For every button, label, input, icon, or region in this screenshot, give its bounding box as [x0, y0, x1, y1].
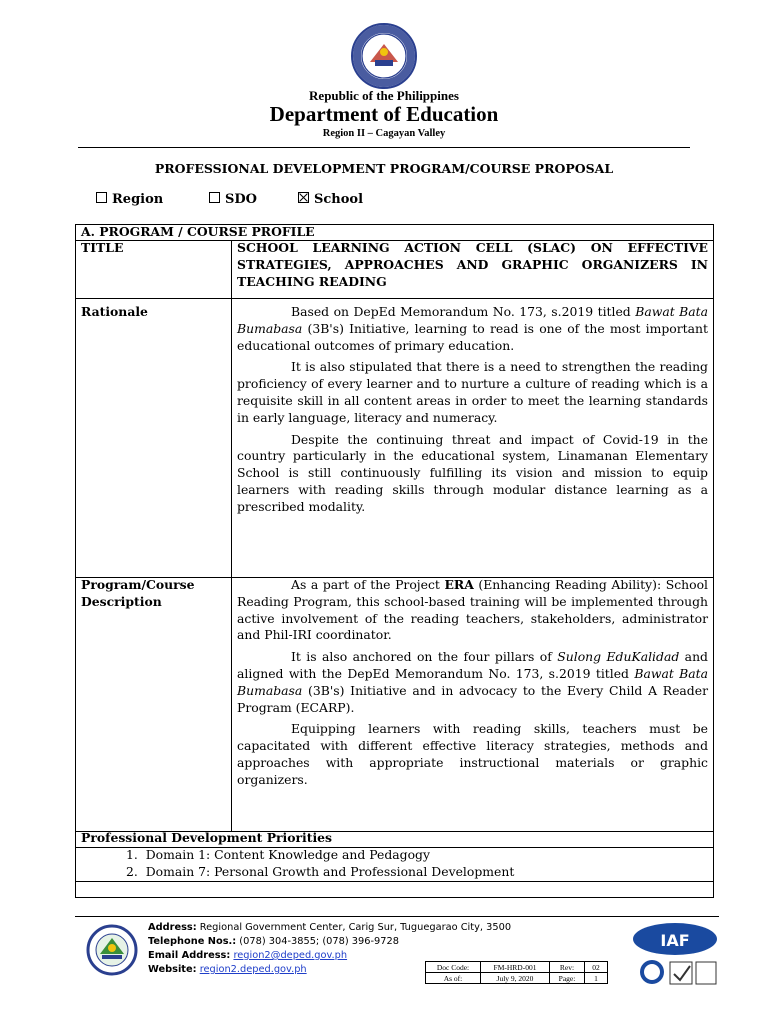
text-span: (Enhancing Reading Ability): School Reading Program, this school-based training will be implemented through active involvement of the reading teachers, stakeholders, administrator and Phil-IRI coordinator.	[237, 577, 708, 643]
region-line: Region II – Cagayan Valley	[322, 128, 446, 139]
website-link[interactable]: region2.deped.gov.ph	[199, 964, 307, 975]
asof-value: July 9, 2020	[481, 973, 550, 984]
option-region-label: Region	[112, 192, 164, 207]
rationale-paragraph-3: Despite the continuing threat and impact of Covid-19 in the country particularly in the educational system, Linamanan Elementary School is still continuously fulfilling its vision and mission to equip learners with reading skills through modular distance learning as a prescribed modality.	[237, 431, 708, 514]
column-divider	[231, 240, 232, 831]
italic-span: Sulong EduKalidad	[557, 649, 680, 665]
deped-seal-logo	[348, 22, 420, 90]
description-text	[237, 577, 708, 794]
checkbox-empty-icon[interactable]	[96, 192, 107, 203]
region-seal-logo	[86, 924, 138, 976]
email-link[interactable]: region2@deped.gov.ph	[233, 950, 348, 961]
section-a-heading: A. PROGRAM / COURSE PROFILE	[81, 224, 315, 239]
option-school[interactable]	[298, 192, 363, 207]
phone-value: (078) 304-3855; (078) 396-9728	[236, 936, 399, 947]
doc-code-value: FM-HRD-001	[481, 962, 550, 973]
row-divider	[76, 298, 713, 299]
rev-value: 02	[585, 962, 608, 973]
text-span: (3B's) Initiative, learning to read is one of the most important educational outcomes of primary education.	[237, 320, 708, 353]
rationale-label: Rationale	[81, 304, 148, 319]
option-sdo-label: SDO	[225, 192, 257, 207]
department-name: Department of Education	[269, 102, 499, 126]
text-span: As a part of the Project	[291, 577, 445, 592]
footer-address	[148, 921, 511, 935]
priorities-heading: Professional Development Priorities	[81, 830, 333, 845]
doc-code-label: Doc Code:	[426, 962, 481, 973]
description-label-line-2: Description	[81, 593, 162, 609]
document-control-table	[425, 961, 608, 984]
footer-rule	[75, 916, 719, 917]
option-sdo[interactable]	[209, 192, 257, 207]
website-label: Website:	[148, 964, 197, 975]
priority-item: 2. Domain 7: Personal Growth and Professional Development	[126, 864, 515, 879]
iaf-certification-logo	[630, 922, 720, 992]
page-value: 1	[585, 973, 608, 984]
description-paragraph-2	[237, 649, 708, 716]
checkbox-empty-icon[interactable]	[209, 192, 220, 203]
rationale-text	[237, 304, 708, 521]
program-title: SCHOOL LEARNING ACTION CELL (SLAC) ON EFFECTIVE STRATEGIES, APPROACHES AND GRAPHIC ORGANIZERS IN TEACHING READING	[237, 240, 708, 289]
address-value: Regional Government Center, Carig Sur, Tuguegarao City, 3500	[196, 922, 512, 933]
priority-item: 1. Domain 1: Content Knowledge and Pedagogy	[126, 847, 430, 862]
checkbox-checked-icon[interactable]	[298, 192, 309, 203]
text-span: Based on DepEd Memorandum No. 173, s.2019 titled	[291, 304, 636, 319]
description-label-line-1: Program/Course	[81, 577, 195, 592]
option-region[interactable]	[96, 192, 163, 207]
option-school-label: School	[314, 192, 364, 207]
program-profile-table	[75, 224, 714, 898]
republic-line: Republic of the Philippines	[309, 88, 459, 103]
bold-span: ERA	[444, 577, 474, 592]
text-span: (3B's) Initiative and in advocacy to the Every Child A Reader Program (ECARP).	[237, 682, 708, 715]
description-paragraph-1	[237, 577, 708, 644]
rationale-paragraph-1	[237, 304, 708, 354]
proposal-title: PROFESSIONAL DEVELOPMENT PROGRAM/COURSE PROPOSAL	[154, 161, 614, 176]
italic-span: Bawat Bata Bumabasa	[237, 665, 709, 698]
email-label: Email Address:	[148, 950, 231, 961]
asof-label: As of:	[426, 973, 481, 984]
description-paragraph-3: Equipping learners with reading skills, teachers must be capacitated with different effective literacy strategies, methods and approaches with appropriate instructional materials or graphic organizers.	[237, 721, 708, 787]
footer-phone	[148, 935, 511, 949]
page-label: Page:	[550, 973, 585, 984]
iaf-text: IAF	[660, 931, 690, 950]
phone-label: Telephone Nos.:	[148, 936, 237, 947]
header-rule	[78, 147, 690, 148]
row-divider	[76, 881, 713, 882]
text-span: It is also anchored on the four pillars of	[291, 649, 558, 665]
rev-label: Rev:	[550, 962, 585, 973]
rationale-paragraph-2: It is also stipulated that there is a need to strengthen the reading proficiency of every learner and to nurture a culture of reading which is a requisite skill in all content areas in order to meet the learning standards in early language, literacy and numeracy.	[237, 359, 708, 425]
text-span: and aligned with the DepEd Memorandum No. 173, s.2019 titled	[237, 649, 708, 681]
italic-span: Bawat Bata Bumabasa	[237, 304, 709, 336]
title-label: TITLE	[81, 240, 124, 255]
description-label	[81, 577, 195, 611]
address-label: Address:	[148, 922, 197, 933]
